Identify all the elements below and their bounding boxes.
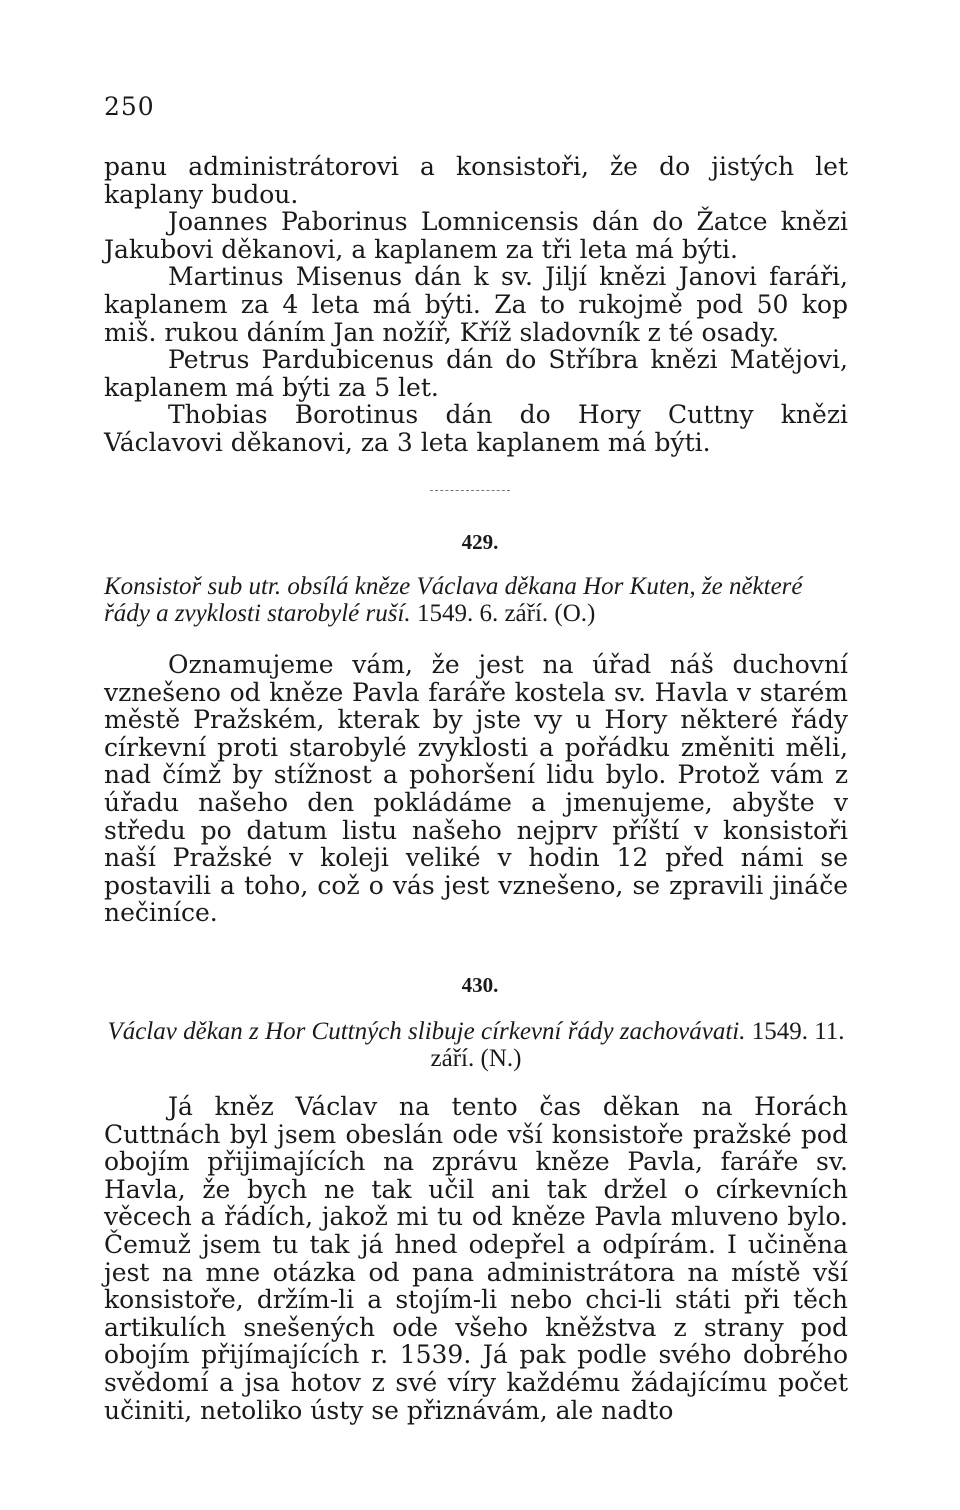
title-text: Václav děkan z Hor Cuttných slibuje církevní řády zachovávati. [107, 1018, 746, 1045]
document-title-430 [104, 1018, 848, 1072]
document-body-430 [104, 1093, 848, 1424]
paragraph: Joannes Paborinus Lomnicensis dán do Žatce knězi Jakubovi děkanovi, a kaplanem za tři leta má býti. [104, 207, 848, 264]
document-body-429 [104, 651, 848, 927]
title-date: 1549. 6. září. (O.) [416, 600, 596, 627]
paragraph: Thobias Borotinus dán do Hory Cuttny knězi Václavovi děkanovi, za 3 leta kaplanem má býti. [104, 400, 848, 457]
paragraph: panu administrátorovi a konsistoři, že do jistých let kaplany budou. [104, 152, 848, 209]
document-number-430: 430. [461, 973, 499, 997]
title-date: 1549. 11. září. (N.) [430, 1018, 845, 1072]
page-number: 250 [104, 92, 155, 121]
section-divider [430, 490, 510, 491]
document-title-429 [104, 573, 848, 627]
paragraph: Petrus Pardubicenus dán do Stříbra knězi Matějovi, kaplanem má býti za 5 let. [104, 345, 848, 402]
document-number-429: 429. [461, 530, 499, 554]
intro-text [104, 153, 848, 457]
paragraph: Oznamujeme vám, že jest na úřad náš duchovní vznešeno od kněze Pavla faráře kostela sv. Havla v starém městě Pražském, kterak by jste vy u Hory některé řády církevní proti starobylé zvyklosti a pořádku změniti měli, nad čímž by stížnost a pohoršení lidu bylo. Protož vám z úřadu našeho den pokládáme a jmenujeme, abyšte v středu po datum listu našeho nejprv příští v konsistoři naší Pražské v koleji veliké v hodin 12 před námi se postavili a toho, což o vás jest vznešeno, se zpravili jináče nečiníce. [104, 650, 848, 928]
paragraph: Já kněz Václav na tento čas děkan na Horách Cuttnách byl jsem obeslán ode vší konsistoře pražské pod obojím přijimajících na zprávu kněze Pavla, faráře sv. Havla, že bych ne tak učil ani tak držel o církevních věcech a řádích, jakož mi tu od kněze Pavla mluveno bylo. Čemuž jsem tu tak já hned odepřel a odpírám. I učiněna jest na mne otázka od pana administrátora na místě vší konsistoře, držím-li a stojím-li nebo chci-li státi při těch artikulích snešených ode všeho kněžstva z strany pod obojím přijímajících r. 1539. Já pak podle svého dobrého svědomí a jsa hotov z své víry každému žádajícímu počet učiniti, netoliko ústy se přiznávám, ale nadto [104, 1092, 848, 1425]
title-text: Konsistoř sub utr. obsílá kněze Václava děkana Hor Kuten, že některé řády a zvyklosti starobylé ruší. [104, 573, 803, 627]
paragraph: Martinus Misenus dán k sv. Jiljí knězi Janovi faráři, kaplanem za 4 leta má býti. Za to rukojmě pod 50 kop miš. rukou dáním Jan nožíř, Kříž sladovník z té osady. [104, 262, 848, 347]
